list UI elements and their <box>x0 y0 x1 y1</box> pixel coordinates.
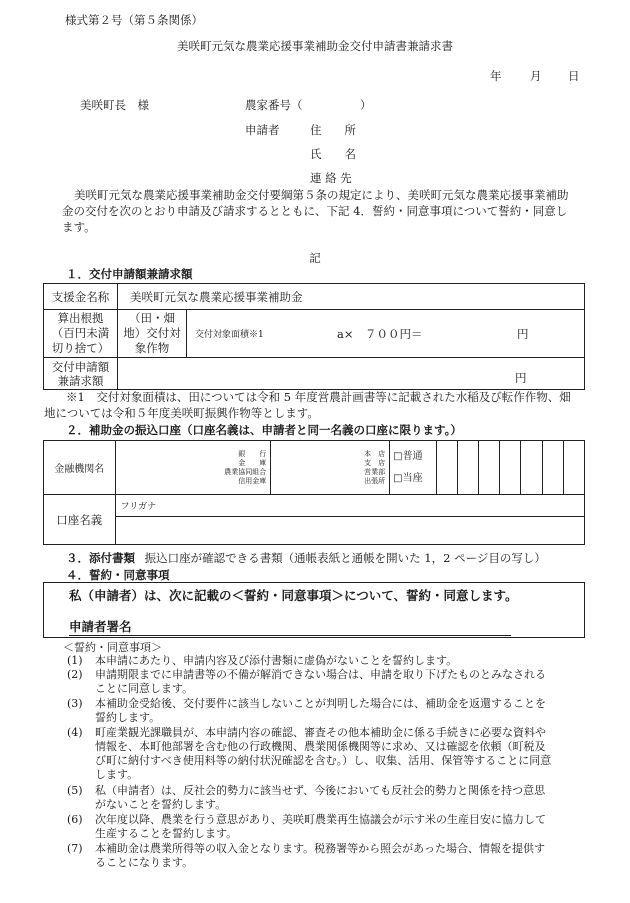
area-calc-field[interactable]: 交付対象面積※1 a× ７００円＝ 円 <box>187 310 585 358</box>
signature-label: 申請者署名 <box>69 619 132 634</box>
account-digit-7[interactable] <box>563 441 584 495</box>
total-label: 交付申請額 兼請求額 <box>44 358 118 390</box>
intro-line-1: 美咲町元気な農業応援事業補助金交付要綱第５条の規定により、美咲町元気な農業応援事業補助 <box>74 188 569 202</box>
farmer-number-close: ） <box>360 98 372 112</box>
note-line-1: ※1 交付対象面積は、田については令和 5 年度営農計画書等に記載された水稲及び転作作物、畑 <box>66 390 571 404</box>
date-year[interactable]: 年 <box>490 69 502 83</box>
grant-amount-table <box>43 283 585 390</box>
branch-name-field[interactable]: 本 店 支 店 営業部 出張所 <box>271 441 390 495</box>
account-digit-2[interactable] <box>457 441 478 495</box>
section3-text: 振込口座が確認できる書類（通帳表紙と通帳を開いた 1，2 ページ目の写し） <box>144 551 546 565</box>
section1-heading: １．交付申請額兼請求額 <box>66 267 193 281</box>
name-label: 氏 名 <box>310 147 356 161</box>
term-item: (7) 本補助金は農業所得等の収入金となります。税務署等から照会があった場合、情報を提供す ることになります。 <box>67 842 546 869</box>
contact-label: 連 絡 先 <box>310 171 352 185</box>
intro-line-2: 金の交付を次のとおり申請及び請求するとともに、下記 4．誓約・同意事項について誓約・同意し <box>62 204 568 218</box>
date-month[interactable]: 月 <box>530 69 542 83</box>
term-item: (5) 私（申請者）は、反社会的勢力に該当せず、今後においても反社会的勢力と関係を持つ意思 がないことを誓約します。 <box>67 784 546 811</box>
term-item: (1) 本申請にあたり、申請内容及び添付書類に虚偽がないことを誓約します。 <box>67 654 458 667</box>
note-line-2: 地については令和５年度美咲町振興作物等とします。 <box>44 406 319 420</box>
term-item: (6) 次年度以降、農業を行う意思があり、美咲町農業再生協議会が示す米の生産目安に協力して 生産することを誓約します。 <box>67 813 546 840</box>
page-title: 美咲町元気な農業応援事業補助金交付申請書兼請求書 <box>177 39 453 53</box>
signature-line[interactable] <box>69 635 511 636</box>
total-amount-field[interactable]: 円 <box>118 358 585 390</box>
crop-label: （田・畑 地）交付対 象作物 <box>118 310 187 358</box>
account-normal-checkbox[interactable]: □普通 <box>393 450 423 462</box>
section3-heading: ３．添付書類 <box>66 551 135 565</box>
term-item: (4) 町産業観光課職員が、本申請内容の確認、審査その他本補助金に係る手続きに必要な資料や 情報を、本町他部署を含む他の行政機関、農業関係機関等に求め、又は確認を依頼（町税及 び町に納付すべき使用料等の納付状況確認を含む。）し、収集、活用、保管等することに同意 します。 <box>67 726 552 781</box>
intro-line-3: ます。 <box>62 220 96 234</box>
ki-mark: 記 <box>309 251 321 265</box>
account-digit-3[interactable] <box>479 441 500 495</box>
mayor-addressee: 美咲町長 様 <box>80 98 149 112</box>
term-item: (2) 申請期限までに申請書等の不備が解消できない場合は、申請を取り下げたものとみなされる ことに同意します。 <box>67 668 546 695</box>
account-digit-1[interactable] <box>436 441 457 495</box>
furigana-field[interactable]: フリガナ <box>115 495 584 517</box>
holder-name-field[interactable] <box>115 517 584 545</box>
form-number: 様式第２号（第５条関係） <box>65 13 203 27</box>
farmer-number-label: 農家番号（ <box>245 98 303 112</box>
account-digit-6[interactable] <box>542 441 563 495</box>
section3 <box>66 550 546 566</box>
section2-heading: ２．補助金の振込口座（口座名義は、申請者と同一名義の口座に限ります。） <box>66 423 462 437</box>
date-day[interactable]: 日 <box>568 69 580 83</box>
terms-heading: ＜誓約・同意事項＞ <box>63 641 162 654</box>
account-digit-5[interactable] <box>521 441 542 495</box>
section4-heading: ４．誓約・同意事項 <box>66 568 170 582</box>
account-digit-4[interactable] <box>500 441 521 495</box>
support-name-label: 支援金名称 <box>44 284 118 310</box>
bank-label: 金融機関名 <box>44 441 116 495</box>
basis-label: 算出根拠 （百円未満 切り捨て） <box>44 310 118 358</box>
support-name-value: 美咲町元気な農業応援事業補助金 <box>118 284 585 310</box>
address-label: 住 所 <box>310 123 356 137</box>
account-current-checkbox[interactable]: □当座 <box>393 472 423 484</box>
bank-name-field[interactable]: 銀 行 金 庫 農業協同組合 信用金庫 <box>115 441 271 495</box>
bank-account-table <box>43 440 585 545</box>
pledge-text: 私（申請者）は、次に記載の＜誓約・同意事項＞について、誓約・同意します。 <box>69 588 518 603</box>
account-type-field[interactable] <box>390 441 437 495</box>
term-item: (3) 本補助金受給後、交付要件に該当しないことが判明した場合には、補助金を返還することを 誓約します。 <box>67 697 546 724</box>
pledge-box <box>43 582 585 638</box>
holder-label: 口座名義 <box>44 495 116 545</box>
applicant-label: 申請者 <box>245 123 280 137</box>
